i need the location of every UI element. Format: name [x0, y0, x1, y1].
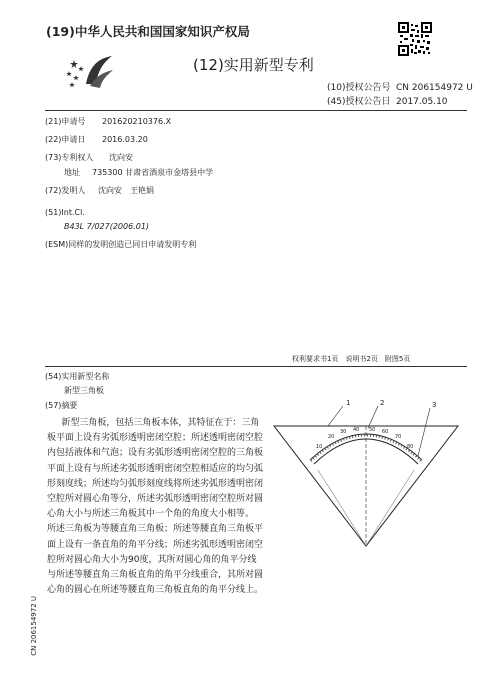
- scale-tick-label: 20: [328, 434, 335, 440]
- qr-code-icon: [398, 22, 432, 56]
- patentee-label: (73)专利权人: [45, 153, 94, 162]
- publication-number: CN 206154972 U: [396, 83, 473, 93]
- scale-tick-label: 80: [407, 444, 414, 450]
- abstract-figure: [268, 398, 464, 558]
- abstract-paragraph-2: 所述三角板为等腰直角三角板；所述等腰直角三角板平面上设有一条直角的角平分线；所述劣弧形透明密闭空腔所对圆心角大小为90度，其所对圆心角的角平分线与所述等腰直角三角板直角的角平分线重合，其所对圆心角的圆心在所述等腰直角三角板直角的角平分线上。: [47, 524, 264, 596]
- document-type: (12)实用新型专利: [193, 56, 314, 74]
- inventors: 沈向安 王艳娟: [98, 186, 154, 195]
- esm-note: (ESM)同样的发明创造已同日申请发明专利: [45, 240, 197, 249]
- publication-date-label: (45)授权公告日: [327, 97, 391, 107]
- scale-tick-label: 70: [395, 434, 402, 440]
- int-cl-label: (51)Int.Cl.: [45, 208, 85, 217]
- application-number: 201620210376.X: [102, 117, 172, 126]
- figure-label-2: 2: [380, 399, 385, 407]
- publication-number-label: (10)授权公告号: [327, 83, 391, 93]
- application-date-label: (22)申请日: [45, 135, 86, 144]
- address-label: 地址: [64, 168, 80, 177]
- scale-tick-label: 10: [316, 444, 323, 450]
- publication-date: 2017.05.10: [396, 97, 448, 107]
- scale-tick-label: 40: [353, 427, 360, 433]
- utility-model-title: 新型三角板: [64, 386, 104, 395]
- header-divider: [45, 110, 467, 111]
- address: 735300 甘肃省酒泉市金塔县中学: [92, 168, 214, 177]
- figure-label-3: 3: [432, 401, 437, 409]
- application-date: 2016.03.20: [102, 135, 148, 144]
- abstract-paragraph-1: 新型三角板，包括三角板本体，其特征在于：三角板平面上设有劣弧形透明密闭空腔；所述透明密闭空腔内包括液体和气泡；设有劣弧形透明密闭空腔的三角板平面上设有与所述劣弧形透明密闭空腔相适应的均匀弧形刻度线；所述均匀弧形刻度线将所述劣弧形透明密闭空腔所对圆心角等分，所述劣弧形透明密闭空腔所对圆心角大小与所述三角板其中一个角的角度大小相等。: [47, 418, 264, 520]
- inventor-label: (72)发明人: [45, 186, 86, 195]
- issuer-title: (19)中华人民共和国国家知识产权局: [46, 24, 250, 39]
- title-label: (54)实用新型名称: [45, 372, 110, 381]
- patentee: 沈向安: [109, 153, 133, 162]
- int-cl: B43L 7/027(2006.01): [64, 222, 150, 231]
- abstract-text: [47, 416, 265, 598]
- pages-info: 权利要求书1页 说明书2页 附图5页: [292, 355, 411, 363]
- application-number-label: (21)申请号: [45, 117, 86, 126]
- abstract-label: (57)摘要: [45, 401, 78, 410]
- scale-tick-label: 30: [340, 429, 347, 435]
- emblem-logo: [66, 54, 114, 90]
- scale-tick-label: 60: [382, 429, 389, 435]
- figure-label-1: 1: [346, 399, 351, 407]
- scale-tick-label: 50: [369, 427, 376, 433]
- side-publication-code: CN 206154972 U: [30, 596, 38, 656]
- abstract-divider: [45, 366, 467, 367]
